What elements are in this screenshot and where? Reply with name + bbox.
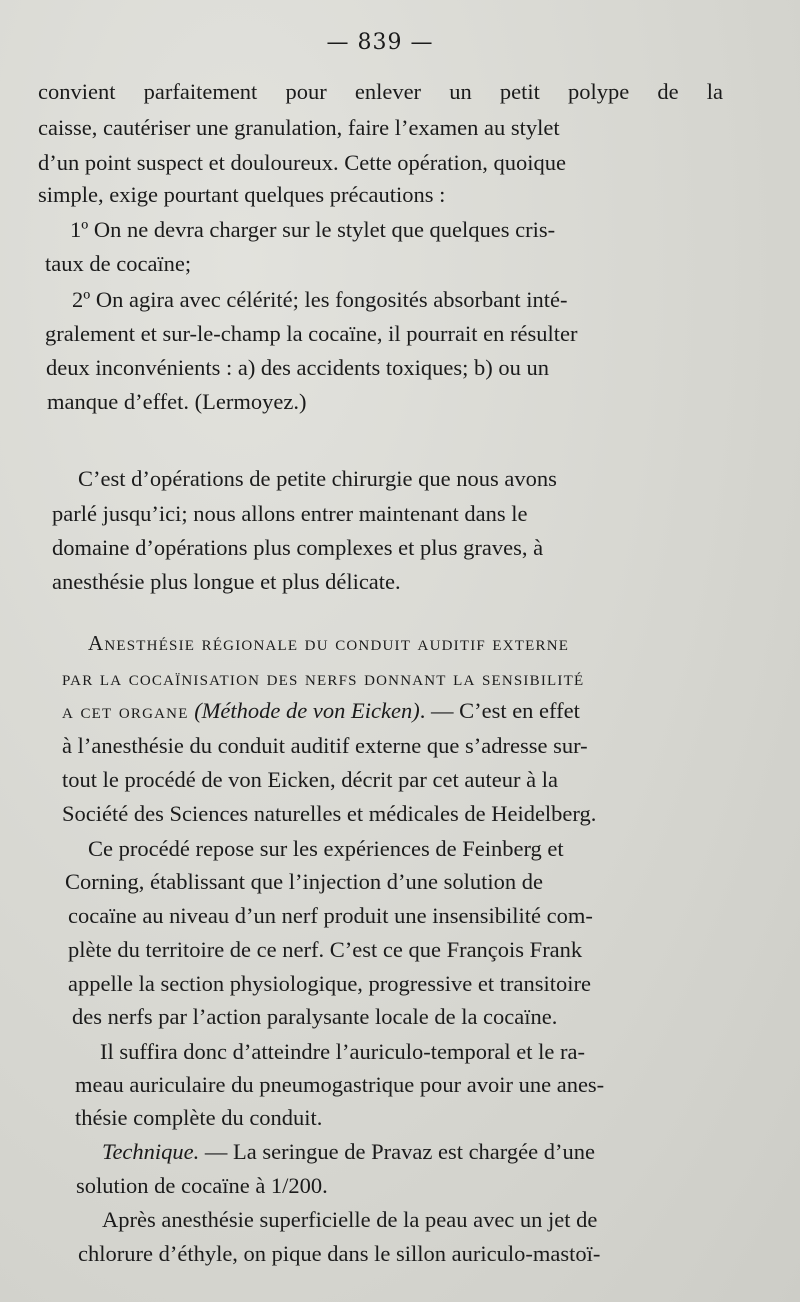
method-title: (Méthode de von Eicken) bbox=[194, 698, 420, 723]
text-line: anesthésie plus longue et plus délicate. bbox=[52, 569, 401, 594]
text-line: parlé jusqu’ici; nous allons entrer maintenant dans le bbox=[52, 501, 528, 526]
section-heading: Anesthésie régionale du conduit auditif externe bbox=[88, 631, 570, 655]
text-line: convient parfaitement pour enlever un petit polype de la bbox=[38, 79, 723, 104]
text-line: à l’anesthésie du conduit auditif externe que s’adresse sur- bbox=[62, 733, 588, 758]
text-line: tout le procédé de von Eicken, décrit par cet auteur à la bbox=[62, 767, 559, 792]
text-line: Il suffira donc d’atteindre l’auriculo-temporal et le ra- bbox=[100, 1039, 585, 1064]
section-heading: par la cocaïnisation des nerfs donnant la sensibilité bbox=[62, 666, 585, 690]
text-line: Après anesthésie superficielle de la peau avec un jet de bbox=[102, 1207, 598, 1232]
text-line: taux de cocaïne; bbox=[45, 251, 192, 276]
text-line: Société des Sciences naturelles et médicales de Heidelberg. bbox=[62, 801, 597, 826]
heading-smallcaps: a cet organe bbox=[62, 699, 189, 723]
text-line: 1º On ne devra charger sur le stylet que quelques cris- bbox=[70, 217, 556, 242]
text-line: manque d’effet. (Lermoyez.) bbox=[47, 389, 307, 414]
text-line: Ce procédé repose sur les expériences de Feinberg et bbox=[88, 836, 564, 861]
text-line bbox=[62, 697, 580, 725]
page-number: — 839 — bbox=[326, 30, 434, 55]
text-line: meau auriculaire du pneumogastrique pour avoir une anes- bbox=[75, 1072, 605, 1097]
text-line: d’un point suspect et douloureux. Cette opération, quoique bbox=[38, 150, 567, 175]
text-line: gralement et sur-le-champ la cocaïne, il pourrait en résulter bbox=[45, 321, 578, 346]
text-line bbox=[102, 1138, 595, 1166]
text-line: chlorure d’éthyle, on pique dans le sillon auriculo-mastoï- bbox=[78, 1241, 601, 1266]
text-line: solution de cocaïne à 1/200. bbox=[76, 1173, 328, 1198]
text-line: simple, exige pourtant quelques précautions : bbox=[38, 182, 446, 207]
text-line: deux inconvénients : a) des accidents toxiques; b) ou un bbox=[46, 355, 549, 380]
text-line: C’est d’opérations de petite chirurgie que nous avons bbox=[78, 466, 557, 491]
heading-continuation: . — C’est en effet bbox=[419, 698, 580, 723]
text-line: Corning, établissant que l’injection d’une solution de bbox=[65, 869, 544, 894]
text-line: des nerfs par l’action paralysante locale de la cocaïne. bbox=[72, 1004, 558, 1029]
technique-text: — La seringue de Pravaz est chargée d’une bbox=[199, 1139, 595, 1164]
technique-label: Technique. bbox=[102, 1139, 200, 1164]
text-line: plète du territoire de ce nerf. C’est ce que François Frank bbox=[68, 937, 583, 962]
text-line: thésie complète du conduit. bbox=[75, 1105, 323, 1130]
text-line: 2º On agira avec célérité; les fongosités absorbant inté- bbox=[72, 287, 568, 312]
text-line: domaine d’opérations plus complexes et plus graves, à bbox=[52, 535, 544, 560]
text-line: appelle la section physiologique, progressive et transitoire bbox=[68, 971, 591, 996]
text-line: cocaïne au niveau d’un nerf produit une insensibilité com- bbox=[68, 903, 593, 928]
text-line: caisse, cautériser une granulation, faire l’examen au stylet bbox=[38, 115, 560, 140]
